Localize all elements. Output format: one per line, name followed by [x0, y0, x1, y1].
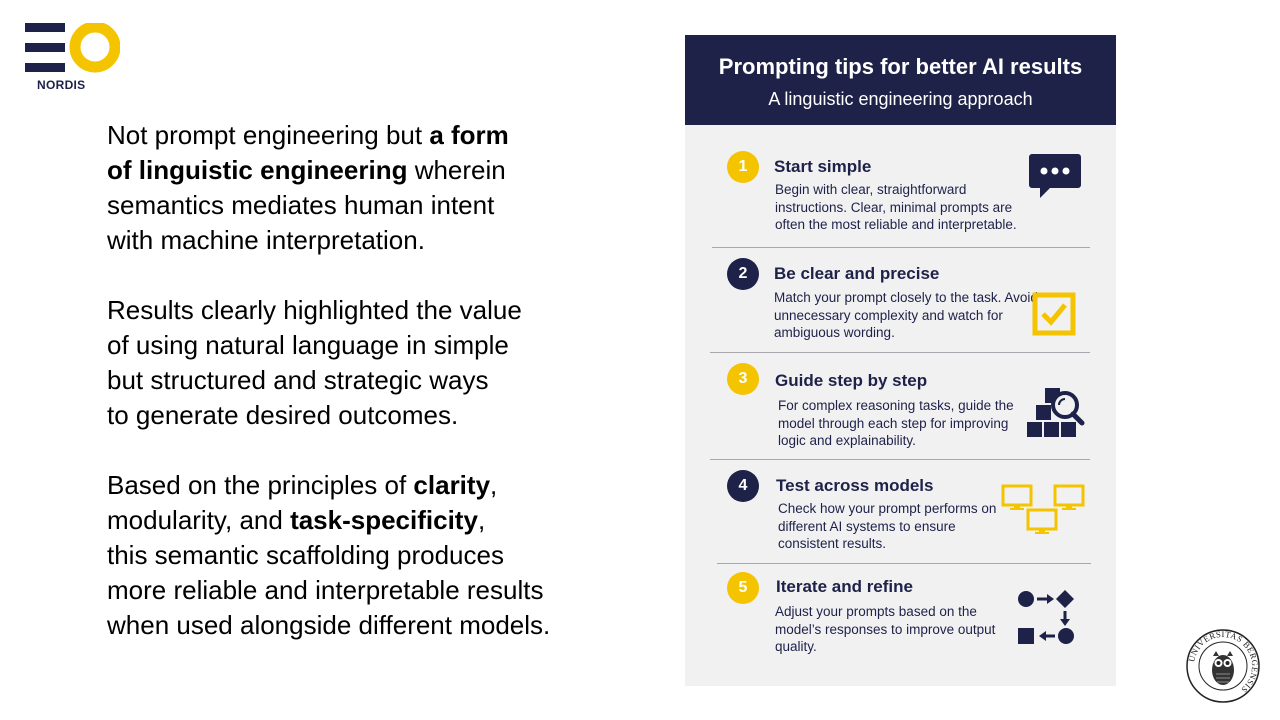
text-run: , this semantic scaffolding produces more reliable and interpretable results when used alongside different models. [107, 505, 551, 640]
body-paragraph [107, 293, 627, 433]
tip-title: Start simple [774, 157, 872, 176]
panel-title: Prompting tips for better AI results [718, 54, 1083, 79]
divider [710, 352, 1090, 353]
body-paragraph [107, 118, 627, 258]
nordis-ring-icon [62, 23, 120, 73]
tip-description: Adjust your prompts based on the model’s responses to improve output quality. [775, 604, 996, 654]
tip-description: For complex reasoning tasks, guide the model through each step for improving logic and explainability. [778, 398, 1014, 448]
tip-title: Guide step by step [775, 371, 928, 390]
text-run: , modularity, and [107, 470, 498, 535]
text-run: Not prompt engineering but [107, 120, 430, 150]
divider [717, 563, 1091, 564]
tip-title: Iterate and refine [776, 577, 913, 596]
tip-number: 2 [727, 258, 759, 290]
tip-number: 1 [727, 151, 759, 183]
chat-bubble-icon [1028, 152, 1082, 202]
tip-title: Test across models [776, 476, 934, 495]
text-run: Based on the principles of [107, 470, 414, 500]
bold-phrase: a form of linguistic engineering [107, 120, 509, 185]
boxes-magnifier-icon [1025, 385, 1085, 441]
tip-description: Match your prompt closely to the task. Avoid unnecessary complexity and watch for ambiguous wording. [774, 290, 1038, 340]
monitors-icon [1001, 484, 1087, 536]
tip-number: 4 [727, 470, 759, 502]
logo-text: NORDIS [37, 78, 86, 92]
text-run: wherein semantics mediates human intent with machine interpretation. [107, 155, 506, 255]
text-run: Results clearly highlighted the value of using natural language in simple but structured and strategic ways to generate desired outcomes. [107, 295, 522, 430]
body-paragraph [107, 468, 627, 643]
divider [712, 247, 1090, 248]
bold-phrase: clarity [413, 470, 491, 500]
flow-shapes-icon [1015, 588, 1077, 650]
tip-title: Be clear and precise [774, 264, 940, 283]
tips-panel [685, 35, 1116, 686]
seal-text: UNIVERSITAS BERGENSIS [1186, 628, 1261, 696]
panel-header [685, 35, 1116, 125]
bold-phrase: task-specificity [290, 505, 478, 535]
panel-subtitle: A linguistic engineering approach [768, 89, 1033, 109]
nordis-logo [25, 23, 100, 93]
tip-description: Begin with clear, straightforward instructions. Clear, minimal prompts are often the most reliable and interpretable. [775, 182, 1017, 232]
divider [710, 459, 1090, 460]
tip-number: 3 [727, 363, 759, 395]
checkbox-icon [1032, 292, 1076, 336]
body-text [107, 118, 627, 678]
tip-number: 5 [727, 572, 759, 604]
university-seal-icon [1185, 628, 1261, 704]
tip-description: Check how your prompt performs on different AI systems to ensure consistent results. [778, 501, 997, 551]
